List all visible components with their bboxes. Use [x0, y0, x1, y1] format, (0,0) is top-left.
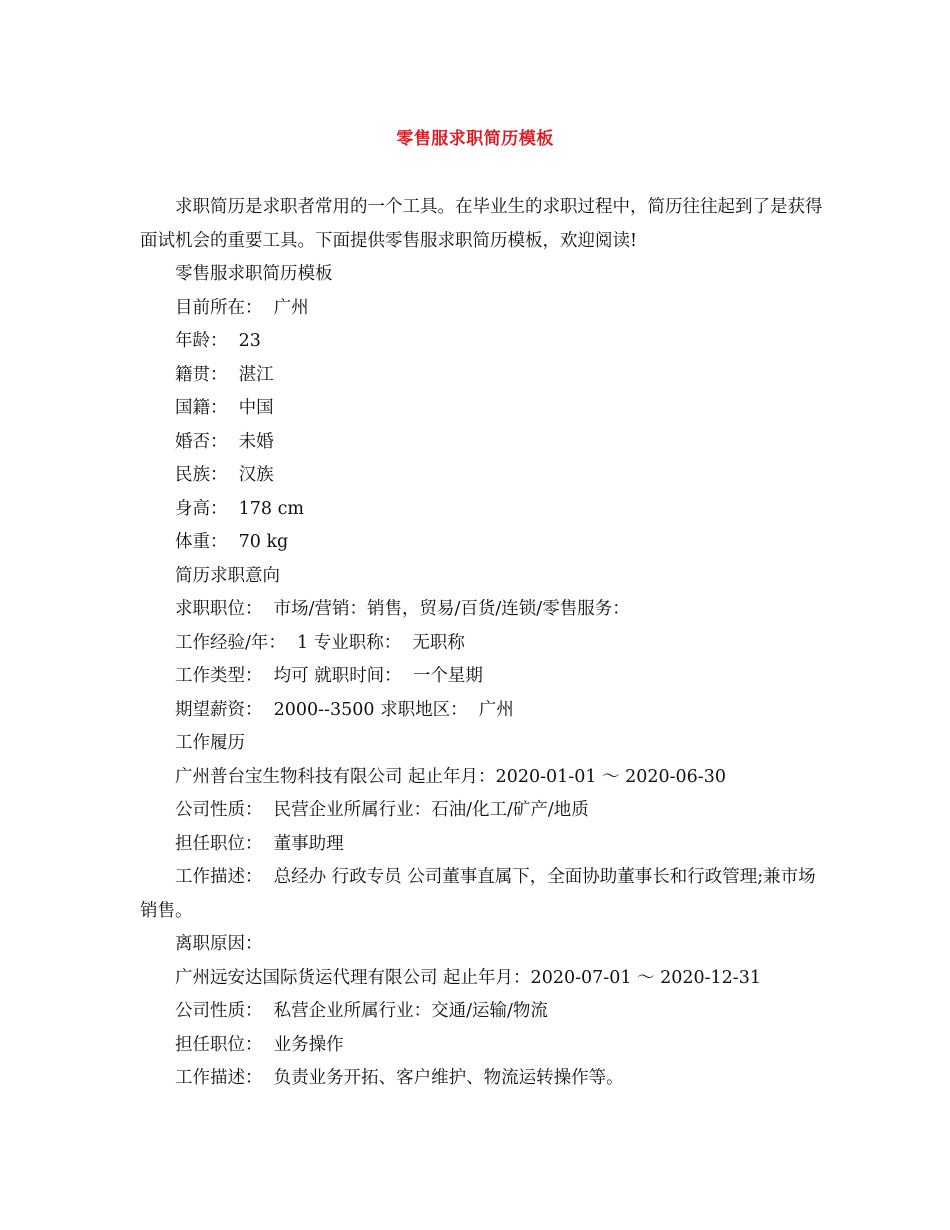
field-hometown: 籍贯： 湛江 — [175, 364, 274, 385]
field-weight: 体重： 70 kg — [175, 532, 289, 552]
job-1-position: 担任职位： 董事助理 — [175, 833, 344, 854]
job-1-leave-reason: 离职原因： — [175, 934, 263, 954]
job-2-company-type: 公司性质： 私营企业所属行业：交通/运输/物流 — [175, 1001, 548, 1021]
job-1-company-type: 公司性质： 民营企业所属行业：石油/化工/矿产/地质 — [175, 800, 589, 820]
field-marital-status: 婚否： 未婚 — [175, 431, 274, 452]
field-ethnicity: 民族： 汉族 — [175, 465, 274, 485]
field-salary-region: 期望薪资： 2000--3500 求职地区： 广州 — [175, 699, 514, 720]
field-job-type-start: 工作类型： 均可 就职时间： 一个星期 — [175, 666, 483, 686]
document-title: 零售服求职简历模板 — [396, 129, 554, 149]
job-2-company: 广州远安达国际货运代理有限公司 起止年月：2020-07-01 ～ 2020-12-31 — [175, 967, 761, 988]
field-desired-position: 求职职位： 市场/营销：销售，贸易/百货/连锁/零售服务： — [175, 599, 630, 619]
section-heading-work-history: 工作履历 — [175, 733, 245, 753]
job-2-position: 担任职位： 业务操作 — [175, 1034, 344, 1055]
section-heading-resume: 零售服求职简历模板 — [175, 264, 333, 284]
job-1-company: 广州普台宝生物科技有限公司 起止年月：2020-01-01 ～ 2020-06-30 — [175, 766, 726, 787]
field-nationality: 国籍： 中国 — [175, 398, 274, 418]
section-heading-job-intent: 简历求职意向 — [175, 565, 280, 586]
intro-paragraph: 求职简历是求职者常用的一个工具。在毕业生的求职过程中，简历往往起到了是获得面试机会的重要工具。下面提供零售服求职简历模板，欢迎阅读! — [140, 197, 823, 251]
field-age: 年龄： 23 — [175, 331, 261, 351]
field-experience-title: 工作经验/年： 1 专业职称： 无职称 — [175, 632, 465, 653]
job-1-description: 工作描述： 总经办 行政专员 公司董事直属下，全面协助董事长和行政管理;兼市场销售。 — [140, 867, 816, 921]
document-body — [140, 191, 830, 1096]
job-2-description: 工作描述： 负责业务开拓、客户维护、物流运转操作等。 — [175, 1068, 624, 1088]
field-height: 身高： 178 cm — [175, 498, 304, 519]
field-location: 目前所在： 广州 — [175, 297, 309, 318]
